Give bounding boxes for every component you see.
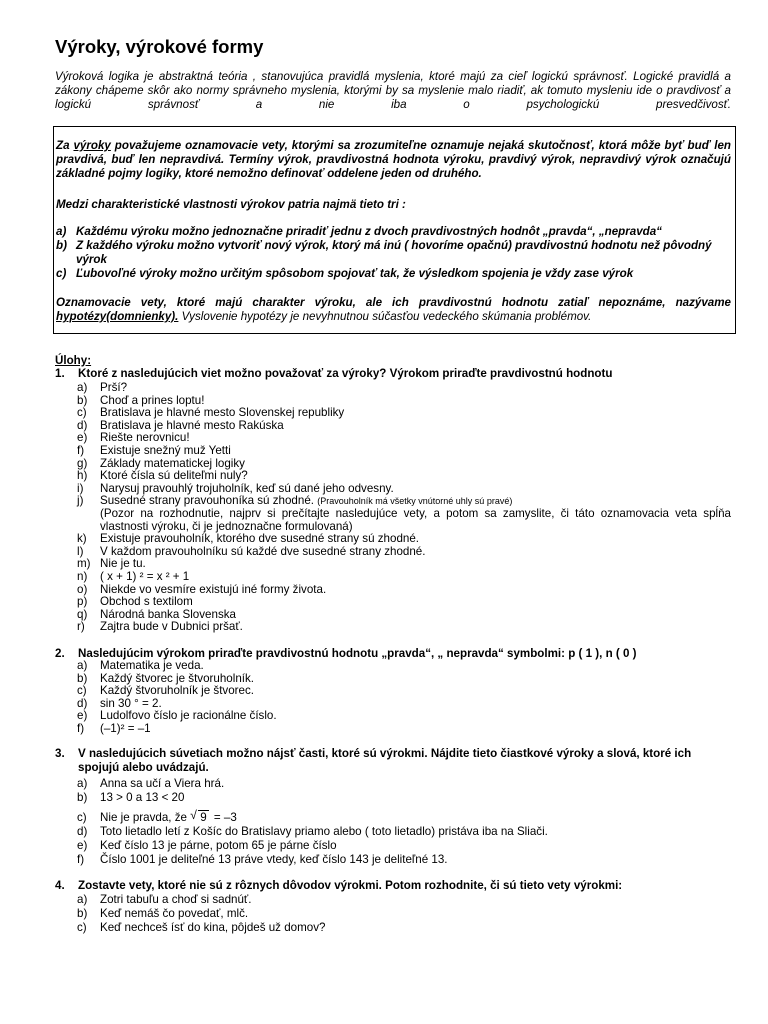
- item-letter: l): [77, 544, 84, 558]
- list-item: [77, 777, 731, 791]
- item-text: Národná banka Slovenska: [100, 607, 236, 621]
- square-root-symbol: [190, 808, 208, 825]
- definition-term: výroky: [73, 139, 111, 152]
- item-letter: n): [77, 569, 88, 583]
- list-item: [77, 893, 731, 907]
- property-letter: b): [56, 239, 67, 252]
- list-item: [77, 839, 731, 853]
- item-text: Choď a prines loptu!: [100, 393, 205, 407]
- item-letter: c): [77, 811, 87, 824]
- item-letter: a): [77, 777, 88, 790]
- question-text: Nasledujúcim výrokom priraďte pravdivostnú hodnotu „pravda“, „ nepravda“ symbolmi: p ( 1 ), n ( 0 ): [78, 647, 637, 660]
- item-text: Každý štvorec je štvoruholník.: [100, 671, 255, 685]
- property-item: [56, 239, 731, 267]
- definition-post: považujeme oznamovacie vety, ktorými sa zrozumiteľne oznamuje nejaká skutočnosť, ktorá môže byť buď len pravdivá, buď len nepravdivá. Termíny výrok, pravdivostná hodnota výroku, pravdivý výrok, nepravdivý výrok označujú základné pojmy logiky, ktoré nemožno definovať oddelene jeden od druhého.: [56, 139, 731, 180]
- item-text: Keď číslo 13 je párne, potom 65 je párne číslo: [100, 839, 337, 852]
- list-item: [77, 723, 731, 736]
- property-item: [56, 267, 731, 281]
- item-letter: q): [77, 607, 88, 621]
- item-text: Každý štvoruholník je štvorec.: [100, 684, 255, 698]
- item-text: Narysuj pravouhlý trojuholník, keď sú dané jeho odvesny.: [100, 481, 394, 495]
- item-letter: d): [77, 825, 88, 838]
- list-item-note: [77, 508, 731, 533]
- hypothesis-term: hypotézy(domnienky).: [56, 310, 179, 323]
- question-text: V nasledujúcich súvetiach možno nájsť časti, ktoré sú výrokmi. Nájdite tieto čiastkové výroky a slová, ktoré ich spojujú alebo uvádzajú.: [78, 747, 692, 774]
- list-item: [77, 710, 731, 723]
- list-item: [77, 791, 731, 805]
- list-item: [77, 825, 731, 839]
- list-item: [77, 921, 731, 935]
- item-text: Zajtra bude v Dubnici pršať.: [100, 620, 243, 634]
- question-4: [55, 879, 731, 893]
- item-letter: d): [77, 418, 88, 432]
- item-letter: d): [77, 696, 88, 710]
- item-letter: k): [77, 532, 87, 546]
- property-text: Ľubovoľné výroky možno určitým spôsobom spojovať tak, že výsledkom spojenia je vždy zase výrok: [76, 267, 634, 280]
- item-text: Základy matematickej logiky: [100, 456, 245, 470]
- list-item: [77, 685, 731, 698]
- item-text: Obchod s textilom: [100, 595, 193, 609]
- item-letter: a): [77, 659, 88, 672]
- question-1-items: [77, 382, 731, 634]
- item-text: Keď nechceš ísť do kina, pôjdeš už domov?: [100, 921, 326, 934]
- hypothesis-paragraph: [56, 296, 731, 324]
- item-letter: f): [77, 721, 85, 735]
- item-letter: p): [77, 595, 88, 609]
- item-letter: f): [77, 443, 85, 457]
- item-text: sin 30 ° = 2.: [100, 696, 162, 710]
- item-text: Prší?: [100, 381, 128, 394]
- intro-paragraph: Výroková logika je abstraktná teória , stanovujúca pravidlá myslenia, ktoré majú za cieľ logickú správnosť. Logické pravidlá a zákony chápeme skôr ako normy správneho myslenia, ktorými by sa myslenie malo riadiť, ak tomuto mysleniu ide o pravdivosť a logickú správnosť a nie iba o psychologickú presvedčivosť.: [55, 70, 731, 111]
- item-text: Existuje pravouholník, ktorého dve susedné strany sú zhodné.: [100, 532, 420, 546]
- question-number: 3.: [55, 747, 65, 760]
- item-letter: c): [77, 406, 87, 420]
- item-letter: e): [77, 709, 88, 723]
- item-note-small: (Pravouholník má všetky vnútorné uhly sú pravé): [317, 496, 513, 507]
- item-text: Zotri tabuľu a choď si sadnúť.: [100, 893, 252, 906]
- properties-list: [56, 225, 731, 281]
- item-letter: a): [77, 381, 88, 394]
- radicand: 9: [200, 811, 207, 824]
- list-item: [77, 907, 731, 921]
- item-text: Bratislava je hlavné mesto Rakúska: [100, 418, 284, 432]
- item-letter: c): [77, 921, 87, 934]
- item-letter: h): [77, 469, 88, 483]
- list-item: [77, 808, 731, 825]
- item-letter: c): [77, 684, 87, 698]
- property-letter: c): [56, 267, 67, 280]
- question-number: 4.: [55, 879, 65, 892]
- question-3-items: [77, 777, 731, 867]
- question-number: 1.: [55, 367, 65, 380]
- definition-pre: Za: [56, 139, 74, 152]
- question-3: [55, 747, 731, 775]
- document-title: Výroky, výrokové formy: [55, 36, 264, 57]
- item-text: (Pozor na rozhodnutie, najprv si prečítajte nasledujúce vety, a potom sa zamyslite, či táto oznamovacia veta spĺňa vlastnosti výroku, či je jednoznačne formulovaná): [100, 506, 731, 533]
- item-letter: f): [77, 853, 85, 866]
- list-item: [77, 621, 731, 634]
- item-text: (–1)² = –1: [100, 721, 151, 735]
- property-item: [56, 225, 731, 239]
- item-letter: b): [77, 791, 88, 804]
- item-text: Bratislava je hlavné mesto Slovenskej republiky: [100, 406, 345, 420]
- property-text: Každému výroku možno jednoznačne priradiť jednu z dvoch pravdivostných hodnôt „pravda“, „nepravda“: [76, 225, 662, 238]
- item-text: Číslo 1001 je deliteľné 13 práve vtedy, keď číslo 143 je deliteľné 13.: [100, 853, 448, 866]
- item-text: Ktoré čísla sú deliteľmi nuly?: [100, 469, 248, 483]
- question-2-items: [77, 660, 731, 736]
- list-item: [77, 853, 731, 867]
- item-text: V každom pravouholníku sú každé dve susedné strany zhodné.: [100, 544, 426, 558]
- item-letter: m): [77, 557, 91, 571]
- item-text: Susedné strany pravouhoníka sú zhodné.: [100, 494, 314, 508]
- hypothesis-bold: Oznamovacie vety, ktoré majú charakter výroku, ale ich pravdivostnú hodnotu zatiaľ nepoznáme, nazývame: [56, 296, 731, 309]
- item-text: Ludolfovo číslo je racionálne číslo.: [100, 709, 277, 723]
- item-letter: g): [77, 456, 88, 470]
- item-text: Toto lietadlo letí z Košíc do Bratislavy priamo alebo ( toto lietadlo) pristáva iba na Sliači.: [100, 825, 548, 838]
- item-text: 13 > 0 a 13 < 20: [100, 791, 185, 804]
- property-letter: a): [56, 225, 67, 238]
- question-text: Zostavte vety, ktoré nie sú z rôznych dôvodov výrokmi. Potom rozhodnite, či sú tieto vety výrokmi:: [78, 879, 623, 892]
- list-item: [77, 546, 731, 559]
- item-letter: b): [77, 671, 88, 685]
- item-text: Riešte nerovnicu!: [100, 431, 190, 445]
- item-text-pre: Nie je pravda, že: [100, 811, 191, 824]
- definition-paragraph: [56, 139, 731, 181]
- item-text-post: = –3: [210, 811, 237, 824]
- item-letter: e): [77, 431, 88, 445]
- item-letter: b): [77, 907, 88, 920]
- item-text: Niekde vo vesmíre existujú iné formy života.: [100, 582, 327, 596]
- definition-box: [53, 126, 736, 334]
- item-letter: b): [77, 393, 88, 407]
- question-1: [55, 367, 731, 381]
- radical-sign: √: [190, 808, 197, 822]
- item-text: Existuje snežný muž Yetti: [100, 443, 231, 457]
- question-4-items: [77, 893, 731, 935]
- item-text: Keď nemáš čo povedať, mlč.: [100, 907, 249, 920]
- item-letter: j): [77, 494, 84, 508]
- item-letter: a): [77, 893, 88, 906]
- hypothesis-rest: Vyslovenie hypotézy je nevyhnutnou súčasťou vedeckého skúmania problémov.: [178, 310, 592, 323]
- item-letter: o): [77, 582, 88, 596]
- question-number: 2.: [55, 647, 65, 660]
- item-text: Nie je tu.: [100, 557, 146, 571]
- item-letter: e): [77, 839, 88, 852]
- item-text: ( x + 1) ² = x ² + 1: [100, 569, 190, 583]
- item-letter: i): [77, 481, 84, 495]
- item-text: Anna sa učí a Viera hrá.: [100, 777, 225, 790]
- item-text: Matematika je veda.: [100, 659, 204, 672]
- question-text: Ktoré z nasledujúcich viet možno považovať za výroky? Výrokom priraďte pravdivostnú hodnotu: [78, 367, 613, 380]
- item-letter: r): [77, 620, 85, 634]
- properties-heading: Medzi charakteristické vlastnosti výrokov patria najmä tieto tri :: [56, 198, 406, 211]
- tasks-heading: Úlohy:: [55, 354, 92, 367]
- property-text: Z každého výroku možno vytvoriť nový výrok, ktorý má inú ( hovoríme opačnú) pravdivostnú hodnotu než pôvodný výrok: [76, 239, 712, 266]
